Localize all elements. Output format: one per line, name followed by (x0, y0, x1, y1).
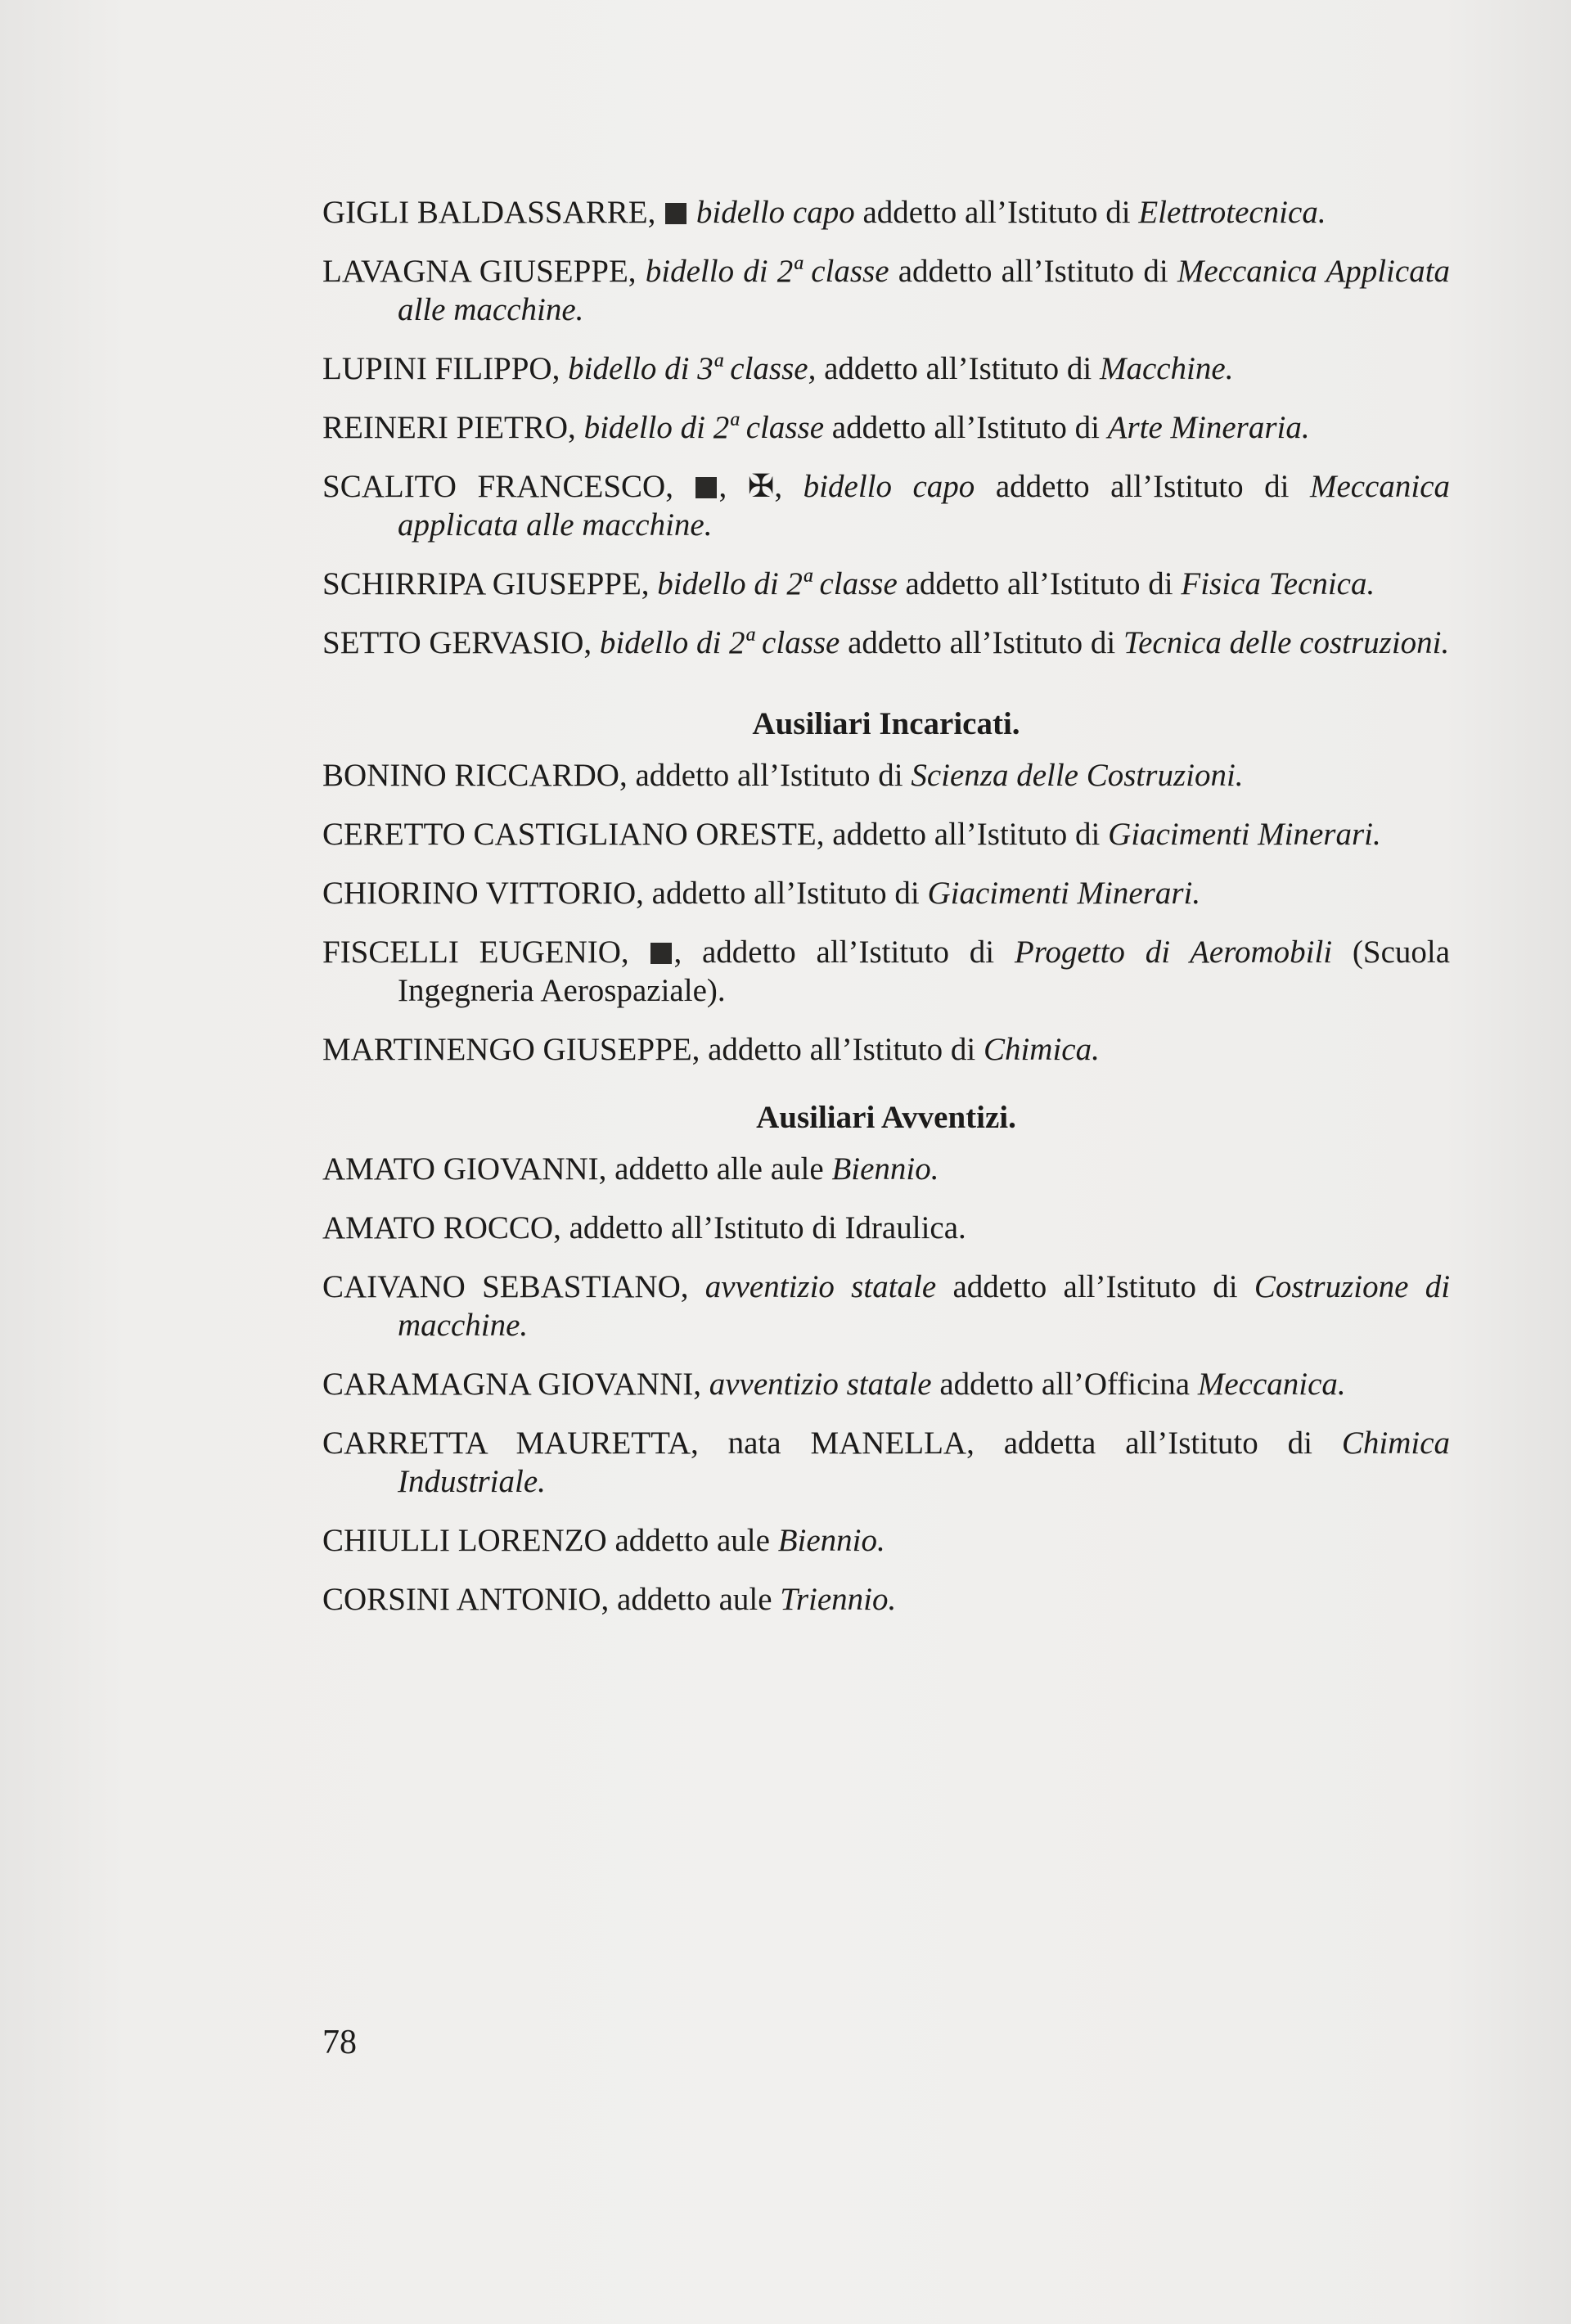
staff-entry (322, 349, 1450, 388)
bidelli-list (322, 193, 1450, 662)
staff-name: REINERI PIETRO, (322, 410, 576, 445)
staff-assignment: addetta all’Istituto di (1003, 1425, 1312, 1461)
decoration-icon (650, 943, 672, 964)
staff-institute: Chimica Industriale. (398, 1425, 1451, 1499)
staff-role: bidello di 2ª classe (599, 625, 840, 660)
staff-institute: Arte Mineraria. (1107, 410, 1310, 445)
staff-name: LAVAGNA GIUSEPPE, (322, 254, 637, 289)
staff-institute: Triennio. (780, 1582, 897, 1617)
staff-entry (322, 408, 1450, 447)
staff-institute: Costruzione di macchine. (398, 1269, 1451, 1343)
staff-entry (322, 193, 1450, 232)
staff-assignment: addetto all’Istituto di (701, 935, 995, 970)
staff-assignment: addetto all’Istituto di (651, 876, 920, 911)
staff-role: bidello di 3ª classe, (568, 351, 817, 386)
staff-entry (322, 1268, 1450, 1344)
staff-institute: Scienza delle Costruzioni. (911, 758, 1244, 793)
decoration-icon (695, 477, 717, 498)
staff-role: bidello di 2ª classe (583, 410, 825, 445)
avventizi-list (322, 1150, 1450, 1619)
staff-entry (322, 624, 1450, 662)
staff-name: CERETTO CASTIGLIANO ORESTE, (322, 817, 825, 852)
staff-assignment: addetto all’Istituto di (635, 758, 903, 793)
staff-name: SCALITO FRANCESCO, (322, 469, 673, 504)
staff-assignment: addetto all’Istituto di (995, 469, 1290, 504)
staff-institute: Chimica. (983, 1032, 1100, 1067)
page-number: 78 (322, 2024, 357, 2061)
staff-note: (Scuola Ingegneria Aerospaziale). (398, 935, 1451, 1008)
staff-entry (322, 1150, 1450, 1188)
staff-assignment: addetto all’Istituto di (898, 254, 1168, 289)
staff-institute: Tecnica delle costruzioni. (1123, 625, 1450, 660)
staff-entry (322, 467, 1450, 544)
staff-name: GIGLI BALDASSARRE, (322, 195, 656, 230)
staff-institute: Meccanica. (1197, 1367, 1346, 1402)
page-content (322, 193, 1450, 1639)
staff-name: CARAMAGNA GIOVANNI, (322, 1367, 701, 1402)
decoration-extra: , ✠, (718, 469, 783, 504)
staff-entry (322, 933, 1450, 1010)
staff-role: avventizio statale (704, 1269, 937, 1304)
staff-name: BONINO RICCARDO, (322, 758, 628, 793)
staff-entry (322, 1521, 1450, 1560)
staff-name: LUPINI FILIPPO, (322, 351, 560, 386)
staff-entry (322, 565, 1450, 603)
staff-assignment: addetto all’Istituto di (862, 195, 1131, 230)
heading-ausiliari-avventizi: Ausiliari Avventizi. (756, 1100, 1016, 1135)
staff-name: FISCELLI EUGENIO, (322, 935, 629, 970)
staff-assignment: addetto all’Istituto di (832, 817, 1101, 852)
staff-assignment: addetto all’Officina (939, 1367, 1191, 1402)
staff-assignment: addetto all’Istituto di (831, 410, 1100, 445)
staff-name: AMATO ROCCO, (322, 1210, 561, 1245)
staff-institute: Meccanica applicata alle macchine. (398, 469, 1451, 543)
staff-entry (322, 1580, 1450, 1619)
staff-role: bidello capo (803, 469, 975, 504)
staff-name: AMATO GIOVANNI, (322, 1151, 607, 1187)
staff-name: MARTINENGO GIUSEPPE, (322, 1032, 700, 1067)
staff-institute: Biennio. (777, 1523, 885, 1558)
staff-name: SCHIRRIPA GIUSEPPE, (322, 566, 650, 601)
staff-assignment: addetto all’Istituto di (905, 566, 1173, 601)
staff-institute: Macchine. (1099, 351, 1234, 386)
heading-ausiliari-incaricati: Ausiliari Incaricati. (752, 706, 1020, 741)
staff-assignment: addetto all’Istituto di (952, 1269, 1238, 1304)
incaricati-list (322, 756, 1450, 1069)
staff-name: CORSINI ANTONIO, (322, 1582, 610, 1617)
staff-name: CHIORINO VITTORIO, (322, 876, 644, 911)
staff-assignment: addetto all’Istituto di (824, 351, 1092, 386)
staff-assignment: addetto all’Istituto di Idraulica. (569, 1210, 966, 1245)
staff-institute: Elettrotecnica. (1138, 195, 1326, 230)
staff-entry (322, 1365, 1450, 1403)
staff-role: bidello capo (695, 195, 855, 230)
staff-assignment: addetto alle aule (614, 1151, 824, 1187)
staff-role: bidello di 2ª classe (645, 254, 889, 289)
staff-institute: Biennio. (831, 1151, 939, 1187)
staff-entry (322, 252, 1450, 329)
staff-institute: Progetto di Aeromobili (1014, 935, 1333, 970)
staff-entry (322, 874, 1450, 912)
decoration-icon (665, 203, 686, 224)
staff-assignment: addetto aule (614, 1523, 770, 1558)
staff-assignment: addetto aule (617, 1582, 772, 1617)
staff-entry (322, 756, 1450, 795)
staff-name: CAIVANO SEBASTIANO, (322, 1269, 689, 1304)
staff-institute: Fisica Tecnica. (1181, 566, 1375, 601)
decoration-extra: , (673, 935, 682, 970)
staff-assignment: addetto all’Istituto di (848, 625, 1116, 660)
staff-entry (322, 1209, 1450, 1247)
staff-institute: Giacimenti Minerari. (1108, 817, 1381, 852)
staff-institute: Meccanica Applicata alle macchine. (398, 254, 1451, 327)
staff-institute: Giacimenti Minerari. (927, 876, 1201, 911)
staff-role: avventizio statale (709, 1367, 932, 1402)
staff-entry (322, 1424, 1450, 1501)
staff-name: CARRETTA MAURETTA, nata MANELLA, (322, 1425, 975, 1461)
staff-entry (322, 815, 1450, 853)
staff-role: bidello di 2ª classe (657, 566, 898, 601)
staff-name: SETTO GERVASIO, (322, 625, 592, 660)
staff-entry (322, 1030, 1450, 1069)
staff-assignment: addetto all’Istituto di (708, 1032, 976, 1067)
staff-name: CHIULLI LORENZO (322, 1523, 607, 1558)
